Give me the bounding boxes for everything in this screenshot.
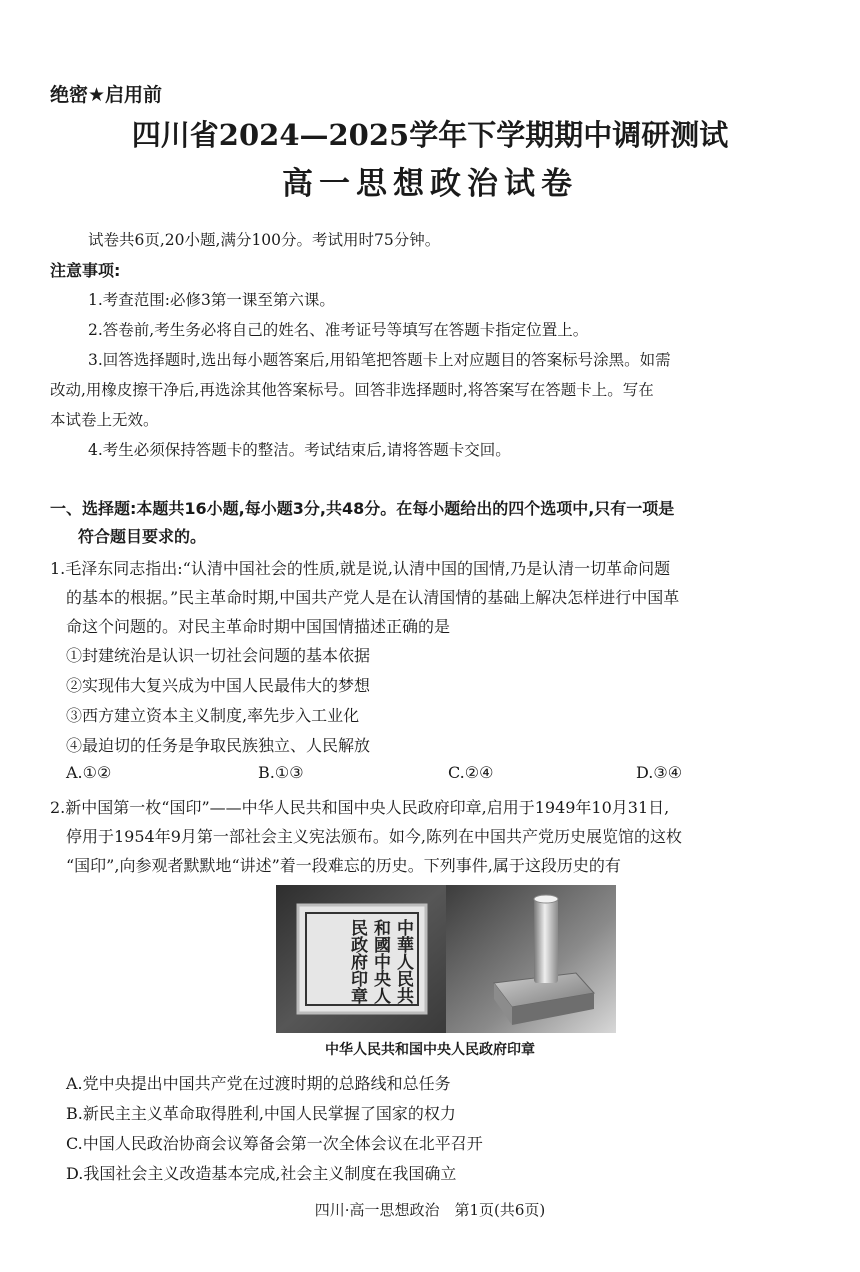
exam-intro: 试卷共6页,20小题,满分100分。考试用时75分钟。: [88, 231, 441, 249]
seal-inscription: [347, 918, 414, 1005]
notice-item: 1.考查范围:必修3第一课至第六课。: [88, 291, 335, 309]
notice-item-continuation: 改动,用橡皮擦干净后,再选涂其他答案标号。回答非选择题时,将答案写在答题卡上。写在: [50, 381, 654, 399]
question-2-option-c: C.中国人民政治协商会议筹备会第一次全体会议在北平召开: [66, 1134, 483, 1153]
seal-photo: [276, 885, 616, 1033]
seal-column-2: 和國中央人: [370, 919, 390, 1004]
notice-item-continuation: 本试卷上无效。: [50, 411, 159, 429]
notice-item: 3.回答选择题时,选出每小题答案后,用铅笔把答题卡上对应题目的答案标号涂黑。如需: [88, 351, 671, 369]
question-2-stem: 2.新中国第一枚“国印”——中华人民共和国中央人民政府印章,启用于1949年10月31日,: [50, 798, 670, 817]
question-2-option-a: A.党中央提出中国共产党在过渡时期的总路线和总任务: [66, 1074, 451, 1093]
section-heading-continuation: 符合题目要求的。: [78, 527, 207, 546]
question-2-stem: 停用于1954年9月第一部社会主义宪法颁布。如今,陈列在中国共产党历史展览馆的这枚: [66, 827, 682, 846]
question-1-option-a: A.①②: [66, 763, 112, 782]
notice-item: 4.考生必须保持答题卡的整洁。考试结束后,请将答题卡交回。: [88, 441, 511, 459]
question-1-option-b: B.①③: [258, 763, 304, 782]
question-1-option-c: C.②④: [448, 763, 494, 782]
question-1-stem: 命这个问题的。对民主革命时期中国国情描述正确的是: [66, 617, 451, 636]
seal-column-1: 中華人民共: [393, 919, 413, 1004]
confidential-label: 绝密★启用前: [50, 84, 163, 106]
question-1-stem: 1.毛泽东同志指出:“认清中国社会的性质,就是说,认清中国的国情,乃是认清一切革命问题: [50, 559, 671, 578]
notice-item: 2.答卷前,考生务必将自己的姓名、准考证号等填写在答题卡指定位置上。: [88, 321, 589, 339]
question-1-option-d: D.③④: [636, 763, 683, 782]
question-1-statement: ④最迫切的任务是争取民族独立、人民解放: [66, 736, 371, 755]
question-1-statement: ①封建统治是认识一切社会问题的基本依据: [66, 646, 371, 665]
page-footer: 四川·高一思想政治 第1页(共6页): [314, 1201, 546, 1219]
question-1-stem: 的基本的根据。”民主革命时期,中国共产党人是在认清国情的基础上解决怎样进行中国革: [66, 588, 680, 607]
figure-caption: 中华人民共和国中央人民政府印章: [325, 1042, 535, 1058]
question-1-statement: ②实现伟大复兴成为中国人民最伟大的梦想: [66, 676, 371, 695]
question-2-stem: “国印”,向参观者默默地“讲述”着一段难忘的历史。下列事件,属于这段历史的有: [66, 856, 621, 875]
question-1-statement: ③西方建立资本主义制度,率先步入工业化: [66, 706, 360, 725]
exam-subtitle: 高一思想政治试卷: [282, 166, 578, 202]
seal-figure: [276, 885, 616, 1033]
seal-handle: [534, 899, 558, 983]
question-2-option-b: B.新民主主义革命取得胜利,中国人民掌握了国家的权力: [66, 1104, 456, 1123]
notice-heading: 注意事项:: [50, 261, 121, 280]
question-2-option-d: D.我国社会主义改造基本完成,社会主义制度在我国确立: [66, 1164, 457, 1183]
seal-column-3: 民政府印章: [347, 919, 367, 1004]
section-heading: 一、选择题:本题共16小题,每小题3分,共48分。在每小题给出的四个选项中,只有一项是: [50, 499, 675, 518]
exam-title: 四川省2024—2025学年下学期期中调研测试: [131, 118, 729, 152]
